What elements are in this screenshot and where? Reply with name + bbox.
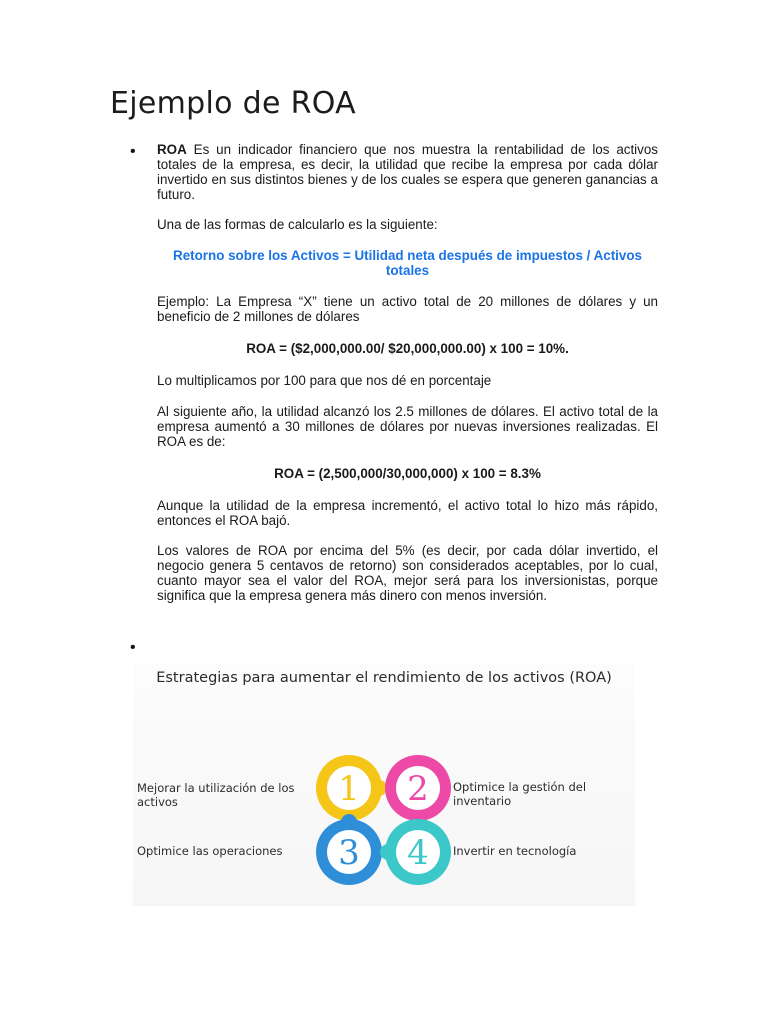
next-year-paragraph: Al siguiente año, la utilidad alcanzó los 2.5 millones de dólares. El activo total de la empresa aumentó a 30 millones de dólares por nuevas inversiones realizadas. El ROA es de: bbox=[157, 404, 658, 449]
puzzle-number-3: 3 bbox=[338, 833, 360, 873]
puzzle-piece-1 bbox=[316, 755, 387, 821]
intro-bold-term: ROA bbox=[157, 142, 187, 157]
puzzle-piece-2 bbox=[385, 755, 451, 826]
strategy-4-label: Invertir en tecnología bbox=[453, 844, 577, 858]
roa-explanation bbox=[157, 142, 658, 603]
bullet-marker: • bbox=[130, 639, 136, 656]
intro-paragraph bbox=[157, 142, 658, 202]
infographic-title: Estrategias para aumentar el rendimiento de los activos (ROA) bbox=[156, 670, 612, 686]
roa-formula: Retorno sobre los Activos = Utilidad neta después de impuestos / Activos totales bbox=[173, 248, 642, 278]
threshold-paragraph: Los valores de ROA por encima del 5% (es decir, por cada dólar invertido, el negocio genera 5 centavos de retorno) son considerados aceptables, por lo cual, cuanto mayor sea el valor del ROA, mejor será para los inversionistas, porque significa que la empresa genera más dinero con menos inversión. bbox=[157, 543, 658, 603]
puzzle-piece-3 bbox=[316, 814, 382, 885]
roa-strategies-infographic bbox=[133, 664, 635, 906]
roa-calculation-2: ROA = (2,500,000/30,000,000) x 100 = 8.3% bbox=[274, 466, 541, 481]
puzzle-number-2: 2 bbox=[407, 769, 429, 809]
bullet-marker: • bbox=[130, 143, 136, 160]
page-title: Ejemplo de ROA bbox=[110, 86, 356, 121]
calc-intro: Una de las formas de calcularlo es la siguiente: bbox=[157, 217, 438, 232]
puzzle-graphic bbox=[315, 754, 455, 886]
strategy-1-label: Mejorar la utilización de los activos bbox=[137, 781, 295, 809]
example-paragraph: Ejemplo: La Empresa “X” tiene un activo total de 20 millones de dólares y un beneficio de 2 millones de dólares bbox=[157, 294, 658, 324]
intro-text: Es un indicador financiero que nos muestra la rentabilidad de los activos totales de la empresa, es decir, la utilidad que recibe la empresa por cada dólar invertido en sus distintos bienes y de los cuales se espera que generen ganancias a futuro. bbox=[157, 142, 658, 202]
conclusion-paragraph: Aunque la utilidad de la empresa incrementó, el activo total lo hizo más rápido, entonces el ROA bajó. bbox=[157, 498, 658, 528]
puzzle-number-1: 1 bbox=[338, 769, 360, 809]
multiply-note: Lo multiplicamos por 100 para que nos dé en porcentaje bbox=[157, 373, 492, 388]
strategy-2-label: Optimice la gestión del inventario bbox=[453, 780, 587, 808]
puzzle-piece-4 bbox=[380, 819, 451, 885]
roa-calculation-1: ROA = ($2,000,000.00/ $20,000,000.00) x 100 = 10%. bbox=[246, 341, 569, 356]
strategy-3-label: Optimice las operaciones bbox=[137, 844, 283, 858]
puzzle-number-4: 4 bbox=[407, 833, 429, 873]
